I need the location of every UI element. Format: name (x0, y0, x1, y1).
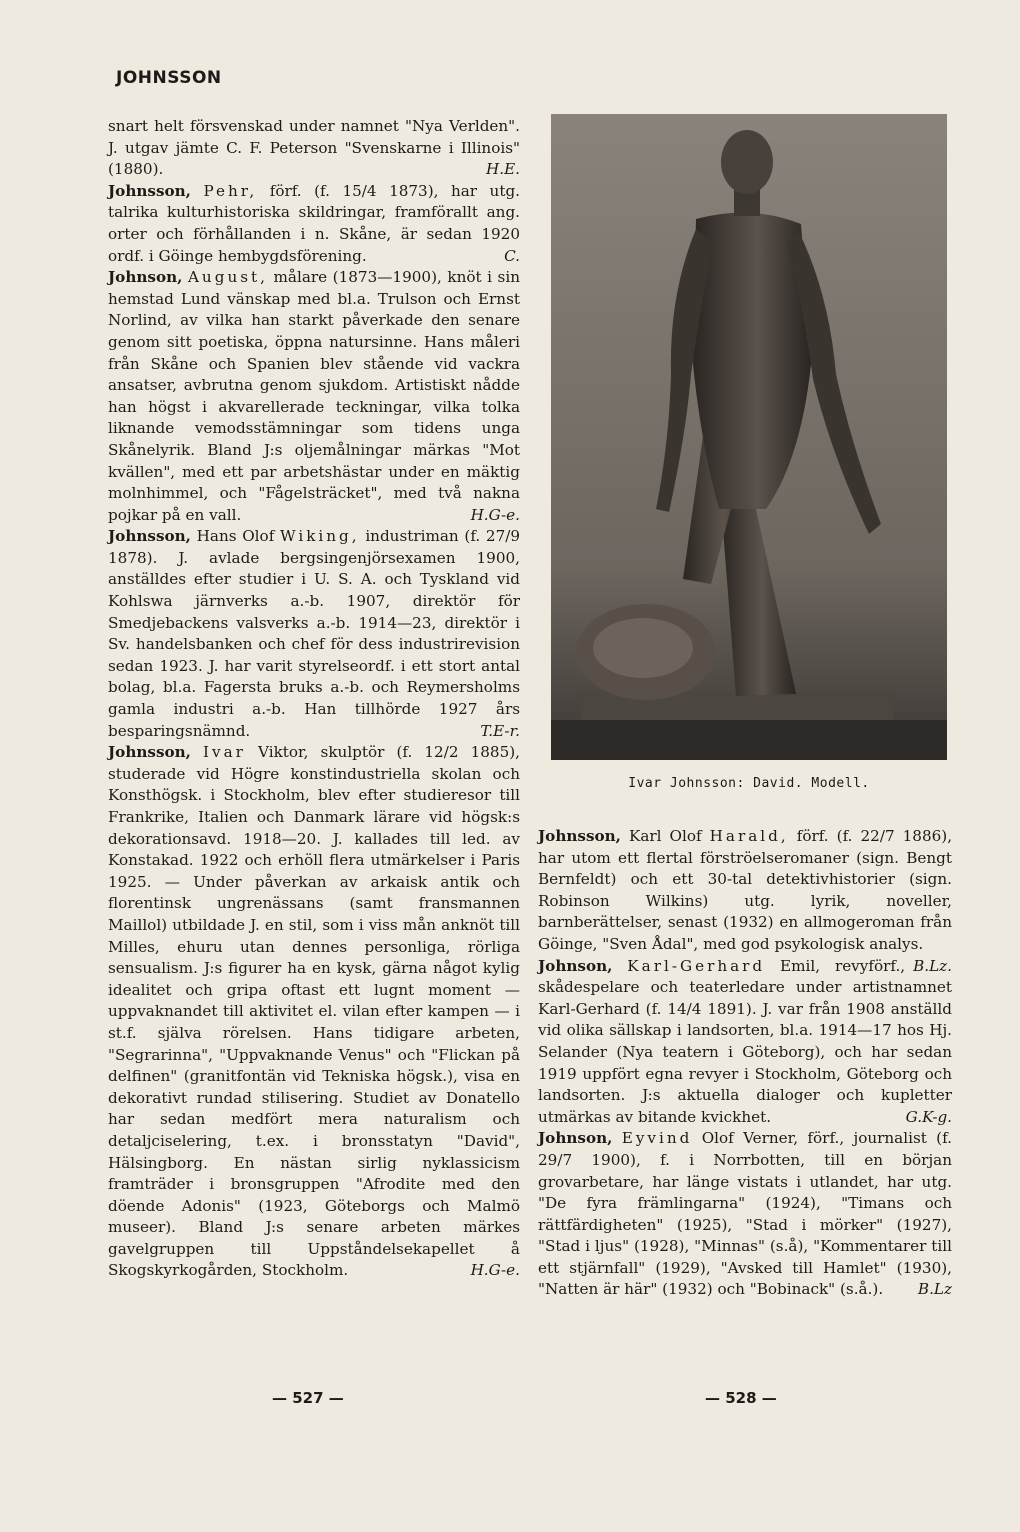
page-number-right: — 528 — (705, 1389, 777, 1407)
right-column (538, 826, 952, 1301)
entry-body: industriman (f. 27/9 1878). J. avlade bergsingenjörsexamen 1900, anställdes efter studier i U. S. A. och Tyskland vid Kohlswa järnverks a.-b. 1907, direktör för Smedjebackens valsverks a.-b. 1914—23, direktör i Sv. handelsbanken och chef för dess industrirevision sedan 1923. J. har varit styrelseordf. i ett stort antal bolag, bl.a. Fagersta bruks a.-b. och Reymersholms gamla industri a.-b. Han tillhörde 1927 års besparingsnämnd. (108, 527, 521, 740)
entry-given-name: Ivar (203, 743, 246, 762)
entry-body: snart helt försvenskad under namnet "Nya Verlden". J. utgav jämte C. F. Peterson "Svenskarne i Illinois" (1880). (108, 117, 520, 179)
entry-signature: H.G-e. (470, 505, 520, 524)
entry-given-suffix: Viktor, (258, 743, 309, 762)
entry-signature: H.E. (486, 160, 520, 179)
entry-signature: H.G-e. (470, 1261, 520, 1280)
entry-body: revyförf., skådespelare och teaterledare under artistnamnet Karl-Gerhard (f. 14/4 1891). J. var från 1908 anställd vid olika sällskap i landsorten, bl.a. 1914—17 hos Hj. Selander (Nya teatern i Göteborg), och har sedan 1919 uppfört egna revyer i Stockholm, Göteborg och landsorten. J:s aktuella dialoger och kupletter utmärkas av bitande kvickhet. (538, 956, 952, 1126)
entry-given-prefix: Hans Olof (196, 527, 275, 546)
entry-signature: C. (504, 246, 520, 265)
entry-body: målare (1873—1900), knöt i sin hemstad Lund vänskap med bl.a. Trulson och Ernst Norlind, av vilka han starkt påverkade den senare genom sitt poetiska, öppna natursinne. Hans måleri från Skåne och Spanien blev stående vid vackra ansatser, avbrutna genom sjukdom. Artistiskt nådde han högst i akvarellerade teckningar, vilka tolka liknande vemodsstämningar som tidens unga Skånelyrik. Bland J:s oljemålningar märkas "Mot kvällen", med ett par arbetshästar under en mäktig molnhimmel, och "Fågelsträcket", med två nakna pojkar på en vall. (108, 268, 520, 524)
entry-hans-olof-wiking-johnsson (108, 526, 520, 742)
entry-headword: Johnsson, (538, 827, 621, 845)
entry-given-name: Pehr, (203, 181, 258, 200)
figure-caption: Ivar Johnsson: David. Modell. (628, 776, 870, 791)
left-column (108, 116, 520, 1282)
entry-given-suffix: Emil, (780, 956, 821, 975)
entry-signature: B.Lz. (913, 956, 952, 975)
entry-august-johnson (108, 267, 520, 526)
entry-given-prefix: Karl Olof (629, 827, 702, 845)
entry-headword: Johnsson, (108, 743, 191, 762)
entry-body: förf. (f. 15/4 1873), har utg. talrika kulturhistoriska skildringar, framförallt ang. orter och förhållanden i n. Skåne, är sedan 1920 ordf. i Göinge hembygdsförening. (108, 181, 520, 265)
entry-given-name: Karl-Gerhard (627, 956, 766, 975)
entry-headword: Johnson, (108, 268, 183, 287)
entry-headword: Johnson, (538, 956, 613, 975)
entry-given-suffix: Olof Verner, (701, 1129, 799, 1148)
entry-signature: T.E-r. (480, 721, 520, 740)
entry-eyvind-johnson (538, 1128, 952, 1301)
entry-karl-gerhard-johnson (538, 956, 952, 1129)
running-head: JOHNSSON (116, 68, 222, 88)
entry-pehr-johnsson (108, 181, 520, 267)
entry-body: förf. (f. 22/7 1886), har utom ett flertal förströelseromaner (sign. Bengt Bernfeldt) och ett 30-tal detektivhistorier (sign. Robinson Wilkins) utg. lyrik, noveller, barnberättelser, senast (1932) en allmogeroman från Göinge, "Sven Ådal", med god psykologisk analys. (538, 827, 953, 953)
entry-signature: G.K-g. (905, 1107, 952, 1126)
entry-given-name: August, (187, 268, 268, 287)
entry-given-name: Wiking, (280, 527, 360, 546)
entry-body: förf., journalist (f. 29/7 1900), f. i Norrbotten, till en början grovarbetare, har länge vistats i utlandet, har utg. "De fyra främlingarna" (1924), "Timans och rättfärdigheten" (1925), "Stad i mörker" (1927), "Stad i ljus" (1928), "Minnas" (s.å), "Kommentarer till ett stjärnfall" (1929), "Avsked till Hamlet" (1930), "Natten är här" (1932) och "Bobinack" (s.å.). (538, 1129, 953, 1299)
entry-signature: B.Lz (917, 1280, 952, 1299)
entry-headword: Johnsson, (108, 181, 191, 200)
page-number-left: — 527 — (272, 1389, 344, 1407)
sculpture-photograph (551, 114, 947, 760)
entry-continuation (108, 116, 520, 181)
sculpture-illustration (551, 114, 947, 760)
entry-ivar-johnsson (108, 742, 520, 1282)
entry-headword: Johnsson, (108, 527, 191, 546)
entry-body: skulptör (f. 12/2 1885), studerade vid Högre konstindustriella skolan och Konsthögsk. i Stockholm, blev efter studieresor till Frankrike, Italien och Danmark lärare vid högsk:s dekorationsavd. 1918—20. J. kallades till led. av Konstakad. 1922 och erhöll flera utmärkelser i Paris 1925. — Under påverkan av arkaisk antik och florentinsk ungrenässans (samt fransmannen Maillol) utbildade J. en stil, som i viss mån anknöt till Milles, ehuru utan dennes personliga, rörliga sensualism. J:s figurer ha en kysk, gärna något kylig idealitet och gripa oftast ett lugnt moment — uppvaknandet till aktivitet el. vilan efter kampen — i st.f. själva rörelsen. Hans tidigare arbeten, "Segrarinna", "Uppvaknande Venus" och "Flickan på delfinen" (granitfontän vid Tekniska högsk.), visa en dekorativt rundad stilisering. Studiet av Donatello har sedan medfört mera naturalism och detaljciselering, t.ex. i bronsstatyn "David", Hälsingborg. En nästan sirlig nyklassicism framträder i bronsgruppen "Afrodite med den döende Adonis" (1923, Göteborgs och Malmö museer). Bland J:s senare arbeten märkes gavelgruppen till Uppståndelsekapellet å Skogskyrkogården, Stockholm. (108, 743, 520, 1280)
entry-headword: Johnson, (538, 1129, 613, 1148)
entry-given-name: Harald, (709, 827, 789, 845)
entry-given-name: Eyvind (621, 1129, 693, 1148)
